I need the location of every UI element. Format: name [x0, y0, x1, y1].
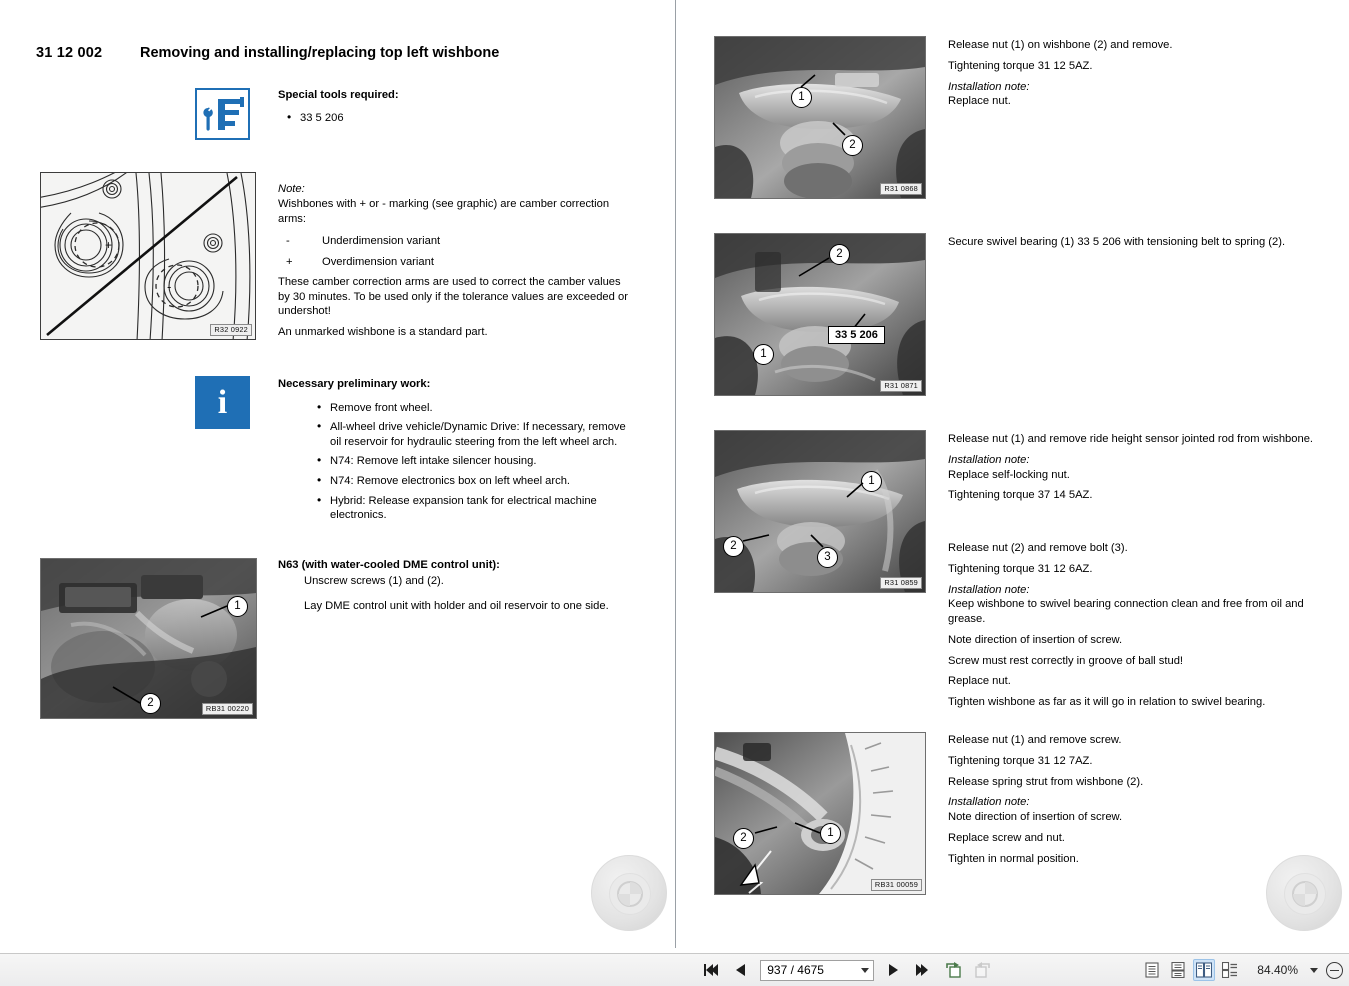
- bmw-watermark-logo: [591, 855, 667, 931]
- callout-marker: 1: [791, 87, 812, 108]
- list-item: • 33 5 206: [300, 111, 608, 126]
- preliminary-work-list: [278, 401, 634, 523]
- photo-caption: R31 0868: [880, 183, 922, 195]
- callout-marker: 2: [723, 536, 744, 557]
- view-controls-group: [1141, 959, 1343, 981]
- preliminary-work-block: [278, 377, 634, 528]
- page-number-field[interactable]: [760, 960, 873, 981]
- photo-caption: R31 0859: [880, 577, 922, 589]
- special-tools-title: Special tools required:: [278, 89, 399, 101]
- info-i-icon: [195, 376, 250, 429]
- callout-marker: 2: [140, 693, 161, 714]
- step-line: Tightening torque 31 12 6AZ.: [948, 562, 1093, 575]
- callout-marker: 1: [753, 344, 774, 365]
- callout-marker: 2: [829, 244, 850, 265]
- page-left[interactable]: [0, 0, 676, 948]
- zoom-out-icon[interactable]: [1326, 962, 1343, 979]
- step-line: Release spring strut from wishbone (2).: [948, 775, 1144, 788]
- n63-block: [278, 558, 634, 613]
- list-item: • Hybrid: Release expansion tank for electrical machine electronics.: [330, 494, 634, 523]
- list-item: • Remove front wheel.: [330, 401, 634, 416]
- step-2-text: [948, 235, 1314, 250]
- preliminary-work-title: Necessary preliminary work:: [278, 378, 431, 390]
- step-line: Release nut (1) on wishbone (2) and remove.: [948, 39, 1173, 51]
- special-tools-list: [278, 111, 608, 126]
- list-item: • All-wheel drive vehicle/Dynamic Drive: If necessary, remove oil reservoir for hydraulic steering from the left wheel arch.: [330, 420, 634, 449]
- installation-note-label: Installation note:: [948, 80, 1030, 93]
- callout-marker: 1: [861, 471, 882, 492]
- photo-caption: R31 0871: [880, 380, 922, 392]
- svg-text:-: -: [167, 279, 172, 294]
- view-mode-group: [1141, 959, 1241, 981]
- step-line: Replace self-locking nut.: [948, 468, 1070, 481]
- continuous-page-icon[interactable]: [1167, 959, 1189, 981]
- ride-height-sensor-photo: [714, 430, 926, 593]
- swivel-bearing-photo: [714, 233, 926, 396]
- step-line: Release nut (1) and remove ride height sensor jointed rod from wishbone.: [948, 433, 1314, 445]
- step-line: Tighten in normal position.: [948, 852, 1079, 865]
- callout-marker: 3: [817, 547, 838, 568]
- step-line: Tighten wishbone as far as it will go in relation to swivel bearing.: [948, 696, 1266, 709]
- installation-note-label: Installation note:: [948, 796, 1030, 809]
- zoom-level-value: 84.40%: [1257, 963, 1298, 977]
- note-block: [278, 182, 630, 340]
- step-3b-text: [948, 541, 1314, 710]
- step-4-text: [948, 733, 1314, 866]
- single-page-icon[interactable]: [1141, 959, 1163, 981]
- step-line: Release nut (1) and remove screw.: [948, 734, 1122, 746]
- figure-caption: R32 0922: [210, 324, 252, 336]
- variant-symbol: +: [286, 256, 293, 269]
- callout-marker: 2: [733, 828, 754, 849]
- callout-marker: 2: [842, 135, 863, 156]
- wishbone-nut-photo: [714, 36, 926, 199]
- svg-text:+: +: [105, 238, 113, 252]
- note-line-3: An unmarked wishbone is a standard part.: [278, 326, 488, 339]
- chevron-down-icon[interactable]: [861, 968, 869, 973]
- step-line: Note direction of insertion of screw.: [948, 811, 1123, 824]
- step-line: Tightening torque 31 12 5AZ.: [948, 59, 1093, 72]
- bmw-watermark-logo: [1266, 855, 1342, 931]
- previous-page-icon[interactable]: [730, 959, 749, 981]
- n63-line-2: Lay DME control unit with holder and oil reservoir to one side.: [304, 599, 609, 612]
- two-page-scroll-icon[interactable]: [1219, 959, 1241, 981]
- special-tool-tag: 33 5 206: [828, 326, 885, 344]
- viewer-toolbar: [0, 953, 1349, 986]
- page-number-input[interactable]: [765, 962, 857, 978]
- page-navigation-group: [702, 959, 992, 981]
- list-item: • N74: Remove electronics box on left wheel arch.: [330, 474, 634, 489]
- step-line: Replace nut.: [948, 95, 1011, 108]
- note-line-2: These camber correction arms are used to correct the camber values by 30 minutes. To be used only if the tolerance values are exceeded or undershot!: [278, 275, 628, 318]
- note-line-1: Wishbones with + or - marking (see graphic) are camber correction arms:: [278, 197, 610, 225]
- list-item: • N74: Remove left intake silencer housing.: [330, 454, 634, 469]
- callout-marker: 1: [227, 596, 248, 617]
- variant-symbol: -: [286, 235, 290, 248]
- installation-note-label: Installation note:: [948, 453, 1030, 466]
- watermark-inner: [609, 873, 651, 915]
- callout-marker: 1: [820, 823, 841, 844]
- n63-title: N63 (with water-cooled DME control unit):: [278, 559, 500, 571]
- step-line: Note direction of insertion of screw.: [948, 633, 1123, 646]
- step-line: Tightening torque 37 14 5AZ.: [948, 489, 1093, 502]
- step-line: Keep wishbone to swivel bearing connection clean and free from oil and grease.: [948, 598, 1304, 626]
- step-line: Tightening torque 31 12 7AZ.: [948, 754, 1093, 767]
- go-forward-view-icon[interactable]: [973, 959, 992, 981]
- variant-label: Underdimension variant: [322, 235, 441, 248]
- spring-strut-photo: [714, 732, 926, 895]
- special-tools-block: [278, 88, 608, 130]
- n63-line-1: Unscrew screws (1) and (2).: [304, 574, 444, 587]
- step-3-text: [948, 432, 1314, 503]
- caliper-wrench-icon: [195, 88, 250, 140]
- first-page-icon[interactable]: [702, 959, 721, 981]
- page-title-number: 31 12 002: [36, 45, 103, 61]
- variant-label: Overdimension variant: [322, 256, 434, 269]
- photo-caption: RB31 00059: [871, 879, 922, 891]
- engine-bay-photo: [40, 558, 257, 719]
- installation-note-label: Installation note:: [948, 583, 1030, 596]
- step-line: Replace screw and nut.: [948, 831, 1065, 844]
- note-label: Note:: [278, 183, 305, 195]
- last-page-icon[interactable]: [913, 959, 932, 981]
- go-back-view-icon[interactable]: [945, 959, 964, 981]
- two-page-icon[interactable]: [1193, 959, 1215, 981]
- step-1-text: [948, 38, 1314, 109]
- page-title: Removing and installing/replacing top left wishbone: [140, 45, 500, 61]
- next-page-icon[interactable]: [885, 959, 904, 981]
- page-right[interactable]: [676, 0, 1348, 948]
- watermark-inner: [1284, 873, 1326, 915]
- photo-caption: RB31 00220: [202, 703, 253, 715]
- variant-row: [278, 255, 630, 270]
- variant-row: [278, 234, 630, 249]
- chevron-down-icon[interactable]: [1310, 968, 1318, 973]
- step-line: Secure swivel bearing (1) 33 5 206 with tensioning belt to spring (2).: [948, 236, 1286, 248]
- info-letter: i: [217, 383, 228, 421]
- camber-marking-figure: [40, 172, 256, 340]
- step-line: Screw must rest correctly in groove of ball stud!: [948, 654, 1184, 667]
- step-line: Release nut (2) and remove bolt (3).: [948, 542, 1128, 554]
- step-line: Replace nut.: [948, 675, 1011, 688]
